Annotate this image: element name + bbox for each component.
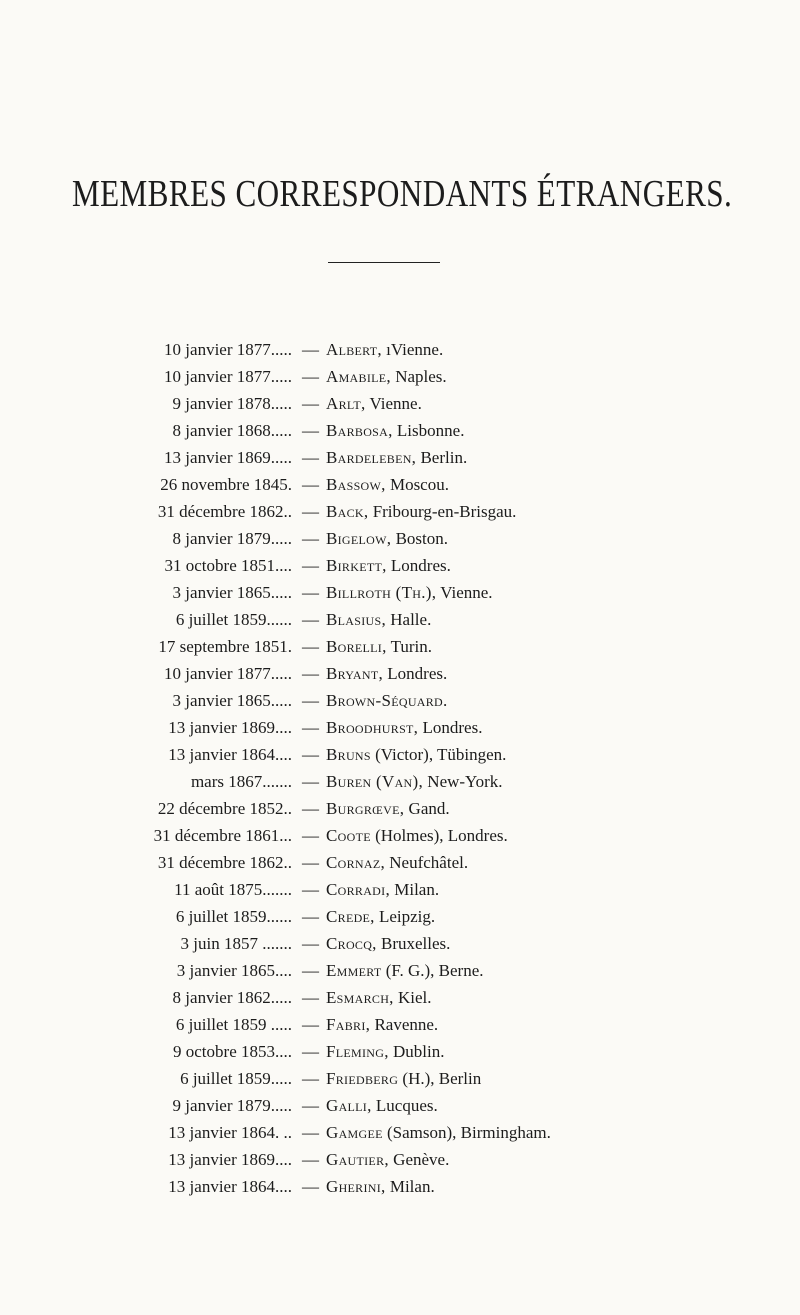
entry-member xyxy=(326,417,464,444)
entry-date: 13 janvier 1864.... xyxy=(168,1177,292,1196)
member-entry xyxy=(0,633,800,660)
entry-date: 11 août 1875....... xyxy=(174,880,292,899)
member-entry xyxy=(0,417,800,444)
member-name: Bardeleben, xyxy=(326,448,417,467)
entry-date: 10 janvier 1877..... xyxy=(164,340,292,359)
member-entry xyxy=(0,714,800,741)
entry-date: 8 janvier 1862..... xyxy=(172,988,292,1007)
member-entry xyxy=(0,1011,800,1038)
entry-date: 6 juillet 1859 ..... xyxy=(175,1015,292,1034)
member-name: Back, xyxy=(326,502,369,521)
entry-dash: — xyxy=(302,934,319,953)
member-name: Amabile, xyxy=(326,367,391,386)
member-entry xyxy=(0,498,800,525)
entry-date: 9 janvier 1879..... xyxy=(172,1096,292,1115)
entry-dash: — xyxy=(302,745,319,764)
member-place: (H.), Berlin xyxy=(398,1069,482,1088)
member-entry xyxy=(0,606,800,633)
member-place: Vienne. xyxy=(365,394,422,413)
member-place: Moscou. xyxy=(385,475,449,494)
member-place: Kiel. xyxy=(393,988,432,1007)
page-title: MEMBRES CORRESPONDANTS ÉTRANGERS. xyxy=(72,173,733,215)
member-name: Esmarch, xyxy=(326,988,394,1007)
member-entry xyxy=(0,768,800,795)
member-entry xyxy=(0,741,800,768)
entry-dash: — xyxy=(302,1015,319,1034)
member-entry xyxy=(0,849,800,876)
member-place: Londres. xyxy=(383,664,448,683)
member-entry xyxy=(0,822,800,849)
entry-member xyxy=(326,633,432,660)
entry-member xyxy=(326,498,516,525)
member-name: Fabri, xyxy=(326,1015,371,1034)
member-name: Emmert xyxy=(326,961,382,980)
entry-dash: — xyxy=(302,556,319,575)
entry-dash: — xyxy=(302,799,319,818)
entry-dash: — xyxy=(302,1150,319,1169)
member-name: Albert, xyxy=(326,340,382,359)
entry-dash: — xyxy=(302,880,319,899)
member-place: Halle. xyxy=(386,610,432,629)
member-place: Vienne. xyxy=(436,583,493,602)
member-place: New-York. xyxy=(423,772,503,791)
member-entry xyxy=(0,903,800,930)
member-place: (F. G.), Berne. xyxy=(381,961,484,980)
member-entry xyxy=(0,957,800,984)
entry-member xyxy=(326,1146,449,1173)
member-name: Friedberg xyxy=(326,1069,399,1088)
entry-member xyxy=(326,1092,438,1119)
entry-member xyxy=(326,903,435,930)
member-place: Milan. xyxy=(385,1177,435,1196)
entry-member xyxy=(326,1119,551,1146)
member-name: Bassow, xyxy=(326,475,386,494)
entry-dash: — xyxy=(302,340,319,359)
entry-dash: — xyxy=(302,475,319,494)
entry-date: 13 janvier 1869.... xyxy=(168,718,292,737)
member-place: Berlin. xyxy=(416,448,468,467)
member-entry xyxy=(0,1146,800,1173)
entry-member xyxy=(326,1011,438,1038)
entry-member xyxy=(326,444,467,471)
entry-date: 13 janvier 1864.... xyxy=(168,745,292,764)
entry-date: 3 janvier 1865..... xyxy=(172,583,292,602)
entry-date: 10 janvier 1877..... xyxy=(164,367,292,386)
entry-member xyxy=(326,957,484,984)
entry-date: 13 janvier 1864. .. xyxy=(168,1123,292,1142)
member-name: Corradi, xyxy=(326,880,390,899)
member-name: Gherini, xyxy=(326,1177,386,1196)
entry-member xyxy=(326,525,448,552)
entry-member xyxy=(326,552,451,579)
entry-dash: — xyxy=(302,826,319,845)
member-entry xyxy=(0,1092,800,1119)
entry-dash: — xyxy=(302,583,319,602)
entry-date: 8 janvier 1879..... xyxy=(172,529,292,548)
entry-date: 22 décembre 1852.. xyxy=(157,799,292,818)
entry-date: 26 novembre 1845. xyxy=(160,475,292,494)
entry-member xyxy=(326,606,431,633)
entry-date: 17 septembre 1851. xyxy=(158,637,292,656)
entry-member xyxy=(326,390,422,417)
member-name: Crede, xyxy=(326,907,375,926)
member-entry xyxy=(0,390,800,417)
entry-date: 31 octobre 1851.... xyxy=(164,556,292,575)
entry-member xyxy=(326,849,468,876)
entry-dash: — xyxy=(302,853,319,872)
entry-member xyxy=(326,579,493,606)
member-entry xyxy=(0,552,800,579)
member-place: Turin. xyxy=(386,637,433,656)
entry-member xyxy=(326,984,432,1011)
member-place: Ravenne. xyxy=(370,1015,439,1034)
member-name: Bigelow, xyxy=(326,529,392,548)
entry-date: 31 décembre 1862.. xyxy=(157,853,292,872)
entry-member xyxy=(326,660,447,687)
entry-date: 3 janvier 1865.... xyxy=(176,961,292,980)
member-entry xyxy=(0,984,800,1011)
member-place: Genève. xyxy=(388,1150,450,1169)
entry-member xyxy=(326,1038,445,1065)
members-list xyxy=(0,336,800,1200)
member-entry xyxy=(0,930,800,957)
member-place: Londres. xyxy=(386,556,451,575)
entry-date: 3 janvier 1865..... xyxy=(172,691,292,710)
entry-member xyxy=(326,876,439,903)
member-place: Lisbonne. xyxy=(392,421,465,440)
member-place: Lucques. xyxy=(371,1096,438,1115)
member-place: Neufchâtel. xyxy=(385,853,469,872)
entry-date: 3 juin 1857 ....... xyxy=(180,934,292,953)
member-place: (Victor), Tübingen. xyxy=(370,745,507,764)
entry-date: 10 janvier 1877..... xyxy=(164,664,292,683)
member-entry xyxy=(0,660,800,687)
entry-dash: — xyxy=(302,1096,319,1115)
member-place: Leipzig. xyxy=(374,907,436,926)
entry-dash: — xyxy=(302,1069,319,1088)
entry-member xyxy=(326,1065,481,1092)
entry-member xyxy=(326,714,482,741)
entry-member xyxy=(326,687,448,714)
member-name: Birkett, xyxy=(326,556,387,575)
member-name: Burgrœve, xyxy=(326,799,405,818)
member-place: Londres. xyxy=(418,718,483,737)
entry-dash: — xyxy=(302,1123,319,1142)
entry-dash: — xyxy=(302,448,319,467)
member-name: Gautier, xyxy=(326,1150,389,1169)
entry-date: mars 1867....... xyxy=(190,772,292,791)
member-entry xyxy=(0,1173,800,1200)
member-name: Galli, xyxy=(326,1096,372,1115)
member-entry xyxy=(0,471,800,498)
entry-member xyxy=(326,1173,435,1200)
member-entry xyxy=(0,687,800,714)
entry-member xyxy=(326,363,447,390)
member-place: (Holmes), Londres. xyxy=(370,826,508,845)
member-name: Fleming, xyxy=(326,1042,389,1061)
entry-member xyxy=(326,822,508,849)
member-entry xyxy=(0,579,800,606)
member-name: Borelli, xyxy=(326,637,387,656)
entry-member xyxy=(326,930,450,957)
member-name: Bruns xyxy=(326,745,371,764)
entry-date: 9 janvier 1878..... xyxy=(172,394,292,413)
member-entry xyxy=(0,363,800,390)
member-entry xyxy=(0,876,800,903)
entry-date: 13 janvier 1869..... xyxy=(164,448,292,467)
member-place: Bruxelles. xyxy=(376,934,451,953)
entry-dash: — xyxy=(302,637,319,656)
entry-member xyxy=(326,741,506,768)
entry-date: 8 janvier 1868..... xyxy=(172,421,292,440)
entry-dash: — xyxy=(302,1177,319,1196)
entry-dash: — xyxy=(302,394,319,413)
entry-member xyxy=(326,471,449,498)
entry-dash: — xyxy=(302,718,319,737)
entry-date: 6 juillet 1859...... xyxy=(175,610,292,629)
member-entry xyxy=(0,336,800,363)
member-name: Crocq, xyxy=(326,934,377,953)
member-entry xyxy=(0,444,800,471)
entry-date: 31 décembre 1861... xyxy=(153,826,292,845)
entry-dash: — xyxy=(302,502,319,521)
entry-dash: — xyxy=(302,529,319,548)
entry-date: 9 octobre 1853.... xyxy=(173,1042,292,1061)
entry-dash: — xyxy=(302,988,319,1007)
entry-dash: — xyxy=(302,907,319,926)
entry-dash: — xyxy=(302,691,319,710)
member-name: Blasius, xyxy=(326,610,386,629)
entry-dash: — xyxy=(302,772,319,791)
member-name: Cornaz, xyxy=(326,853,386,872)
entry-dash: — xyxy=(302,961,319,980)
entry-dash: — xyxy=(302,421,319,440)
member-entry xyxy=(0,1119,800,1146)
member-place: ıVienne. xyxy=(381,340,444,359)
member-name: Arlt, xyxy=(326,394,366,413)
member-entry xyxy=(0,525,800,552)
member-name: Barbosa, xyxy=(326,421,393,440)
entry-member xyxy=(326,768,503,795)
member-name: Buren (Van), xyxy=(326,772,424,791)
member-place: Fribourg-en-Brisgau. xyxy=(368,502,517,521)
member-name: Brown-Séquard. xyxy=(326,691,448,710)
entry-date: 31 décembre 1862.. xyxy=(157,502,292,521)
member-place: Naples. xyxy=(390,367,447,386)
member-name: Broodhurst, xyxy=(326,718,419,737)
member-place: Gand. xyxy=(404,799,450,818)
entry-dash: — xyxy=(302,664,319,683)
member-entry xyxy=(0,795,800,822)
member-place: Dublin. xyxy=(388,1042,445,1061)
entry-member xyxy=(326,336,443,363)
member-entry xyxy=(0,1065,800,1092)
entry-dash: — xyxy=(302,610,319,629)
entry-dash: — xyxy=(302,1042,319,1061)
member-name: Gamgee xyxy=(326,1123,383,1142)
member-place: Milan. xyxy=(390,880,440,899)
member-name: Billroth (Th.), xyxy=(326,583,437,602)
entry-date: 6 juillet 1859..... xyxy=(180,1069,292,1088)
member-name: Bryant, xyxy=(326,664,384,683)
member-entry xyxy=(0,1038,800,1065)
entry-member xyxy=(326,795,450,822)
member-place: (Samson), Birmingham. xyxy=(382,1123,551,1142)
entry-date: 13 janvier 1869.... xyxy=(168,1150,292,1169)
member-name: Coote xyxy=(326,826,371,845)
title-divider xyxy=(328,262,440,263)
entry-date: 6 juillet 1859...... xyxy=(175,907,292,926)
member-place: Boston. xyxy=(391,529,448,548)
entry-dash: — xyxy=(302,367,319,386)
